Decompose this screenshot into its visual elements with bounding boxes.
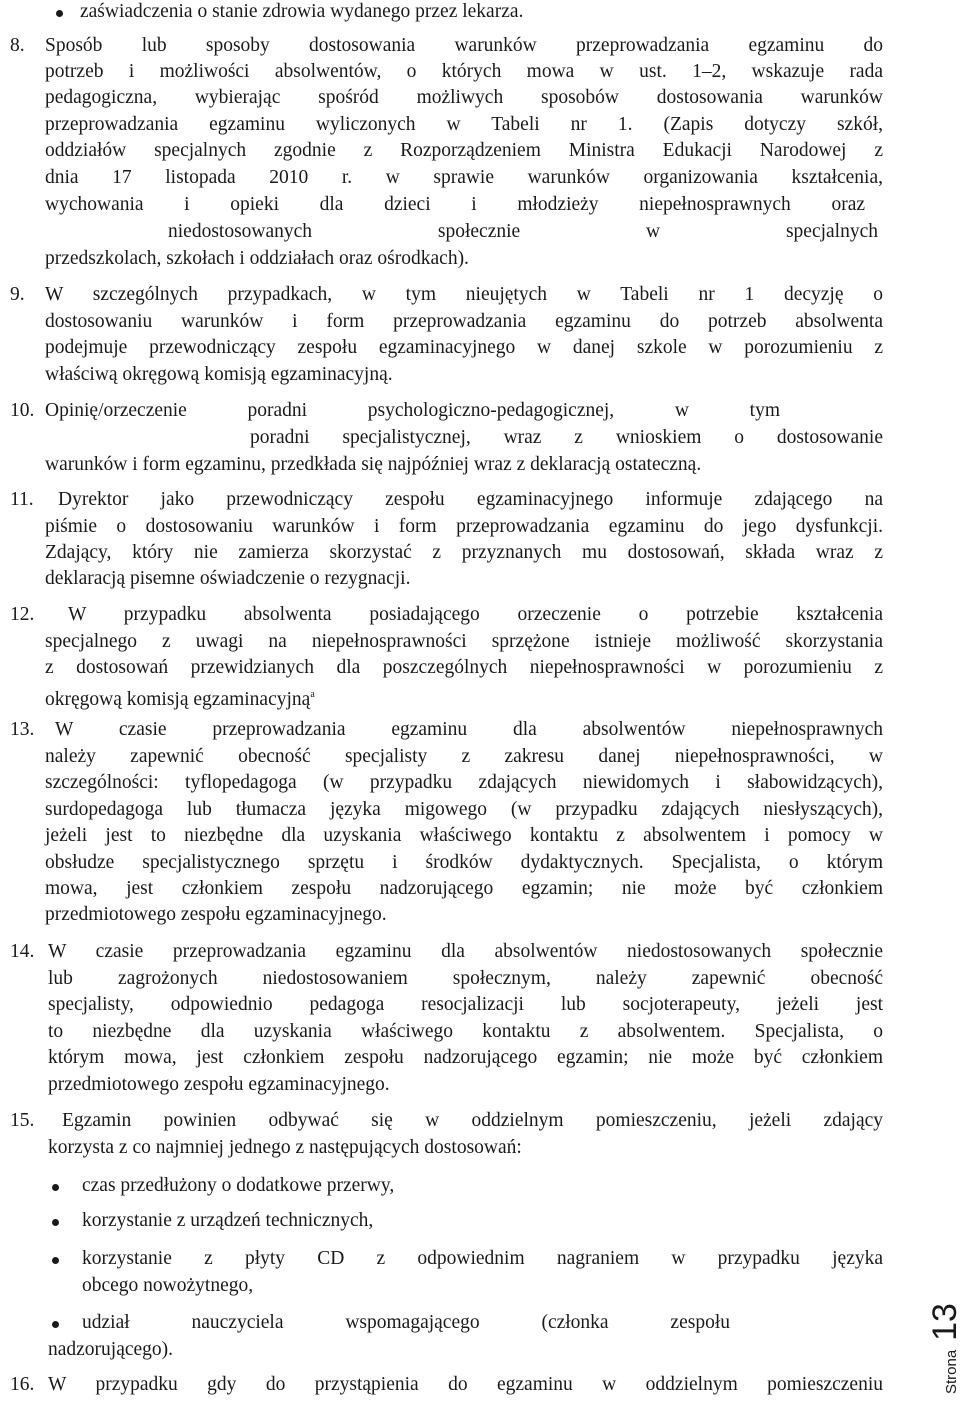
item-number: 9. [10, 284, 25, 305]
p8-line: oddziałów specjalnych zgodnie z Rozporządzeniem Ministra Edukacji Narodowej z [45, 140, 883, 161]
p12-last-text: okręgową komisją egzaminacyjną [45, 689, 311, 710]
p9-line: dostosowaniu warunków i form przeprowadzania egzaminu do potrzeb absolwenta [45, 311, 883, 332]
p13-line: mowa, jest członkiem zespołu nadzorującego egzamin; nie może być członkiem [45, 878, 883, 899]
top-bullet-text: zaświadczenia o stanie zdrowia wydanego przez lekarza. [80, 1, 524, 22]
p16-line: W przypadku gdy do przystąpienia do egzaminu w oddzielnym pomieszczeniu [48, 1374, 883, 1395]
p14-line: lub zagrożonych niedostosowaniem społecznym, należy zapewnić obecność [48, 968, 883, 989]
p8-line: potrzeb i możliwości absolwentów, o których mowa w ust. 1–2, wskazuje rada [45, 61, 883, 82]
p8-line: przeprowadzania egzaminu wyliczonych w Tabeli nr 1. (Zapis dotyczy szkół, [45, 114, 883, 135]
p13-line: surdopedagoga lub tłumacza języka migowego (w przypadku zdających niesłyszących), [45, 799, 883, 820]
p10-line: Opinię/orzeczenie poradni psychologiczno-pedagogicznej, w tym [45, 400, 780, 421]
p13-line: przedmiotowego zespołu egzaminacyjnego. [45, 904, 387, 925]
page-label: Strona [943, 1349, 960, 1394]
p15-bullet-text: obcego nowożytnego, [82, 1275, 254, 1296]
p14-line: specjalisty, odpowiednio pedagoga resocjalizacji lub socjoterapeuty, jeżeli jest [48, 994, 883, 1015]
p9-line: właściwą okręgową komisją egzaminacyjną. [45, 364, 393, 385]
p15-line: Egzamin powinien odbywać się w oddzielnym pomieszczeniu, jeżeli zdający [62, 1110, 883, 1131]
p8-line: pedagogiczna, wybierając spośród możliwych sposobów dostosowania warunków [45, 87, 883, 108]
p8-line: wychowania i opieki dla dzieci i młodzieży niepełnosprawnych oraz [45, 194, 865, 215]
item-number: 8. [10, 35, 25, 56]
item-number: 15. [10, 1110, 35, 1131]
p14-line: którym mowa, jest członkiem zespołu nadzorującego egzamin; nie może być członkiem [48, 1047, 883, 1068]
bullet-icon [56, 10, 63, 17]
p8-line: dnia 17 listopada 2010 r. w sprawie warunków organizowania kształcenia, [45, 167, 883, 188]
item-number: 13. [10, 719, 35, 740]
p11-line: deklaracją pisemne oświadczenie o rezygnacji. [45, 568, 411, 589]
bullet-icon [52, 1321, 59, 1328]
p10-line: warunków i form egzaminu, przedkłada się najpóźniej wraz z deklaracją ostateczną. [45, 454, 702, 475]
p14-line: to niezbędne dla uzyskania właściwego kontaktu z absolwentem. Specjalista, o [48, 1021, 883, 1042]
item-number: 11. [10, 489, 34, 510]
page-number: 13 [926, 1303, 964, 1341]
item-number: 14. [10, 941, 35, 962]
p14-line: przedmiotowego zespołu egzaminacyjnego. [48, 1074, 390, 1095]
p15-bullet-text: udział nauczyciela wspomagającego (członka zespołu [82, 1312, 730, 1333]
p15-bullet-text: korzystanie z urządzeń technicznych, [82, 1210, 374, 1231]
p8-line: niedostosowanych społecznie w specjalnych [168, 221, 878, 242]
item-number: 12. [10, 604, 35, 625]
p14-line: W czasie przeprowadzania egzaminu dla absolwentów niedostosowanych społecznie [48, 941, 883, 962]
p11-line: piśmie o dostosowaniu warunków i form przeprowadzania egzaminu do jego dysfunkcji. [45, 516, 883, 537]
bullet-icon [52, 1219, 59, 1226]
p8-line: przedszkolach, szkołach i oddziałach oraz ośrodkach). [45, 248, 469, 269]
p12-line: W przypadku absolwenta posiadającego orzeczenie o potrzebie kształcenia [68, 604, 883, 625]
bullet-icon [52, 1184, 59, 1191]
p13-line: jeżeli jest to niezbędne dla uzyskania właściwego kontaktu z absolwentem i pomocy w [45, 825, 883, 846]
item-number: 10. [10, 400, 35, 421]
p11-line: Zdający, który nie zamierza skorzystać z przyznanych mu dostosowań, składa wraz z [45, 542, 883, 563]
p15-line: korzysta z co najmniej jednego z następujących dostosowań: [48, 1137, 522, 1158]
p8-line: Sposób lub sposoby dostosowania warunków przeprowadzania egzaminu do [45, 35, 883, 56]
p10-line: poradni specjalistycznej, wraz z wnioskiem o dostosowanie [250, 427, 883, 448]
page-number-footer [926, 1290, 964, 1395]
p13-line: należy zapewnić obecność specjalisty z zakresu danej niepełnosprawności, w [45, 746, 883, 767]
bullet-icon [52, 1257, 59, 1264]
p9-line: W szczególnych przypadkach, w tym nieujętych w Tabeli nr 1 decyzję o [45, 284, 883, 305]
p13-line: W czasie przeprowadzania egzaminu dla absolwentów niepełnosprawnych [55, 719, 883, 740]
p13-line: obsłudze specjalistycznego sprzętu i środków dydaktycznych. Specjalista, o którym [45, 852, 883, 873]
p15-bullet-text: nadzorującego). [48, 1339, 174, 1360]
item-number: 16. [10, 1374, 35, 1395]
p12-line: z dostosowań przewidzianych dla poszczególnych niepełnosprawności w porozumieniu z [45, 657, 883, 678]
p9-line: podejmuje przewodniczący zespołu egzaminacyjnego w danej szkole w porozumieniu z [45, 337, 883, 358]
footnote-marker: a [310, 689, 315, 700]
p15-bullet-text: korzystanie z płyty CD z odpowiednim nagraniem w przypadku języka [82, 1248, 883, 1269]
p11-line: Dyrektor jako przewodniczący zespołu egzaminacyjnego informuje zdającego na [58, 489, 883, 510]
p15-bullet-text: czas przedłużony o dodatkowe przerwy, [82, 1175, 395, 1196]
p12-line [45, 683, 315, 712]
p13-line: szczególności: tyflopedagoga (w przypadku zdających niewidomych i słabowidzących), [45, 772, 883, 793]
p12-line: specjalnego z uwagi na niepełnosprawności sprzężone istnieje możliwość skorzystania [45, 631, 883, 652]
